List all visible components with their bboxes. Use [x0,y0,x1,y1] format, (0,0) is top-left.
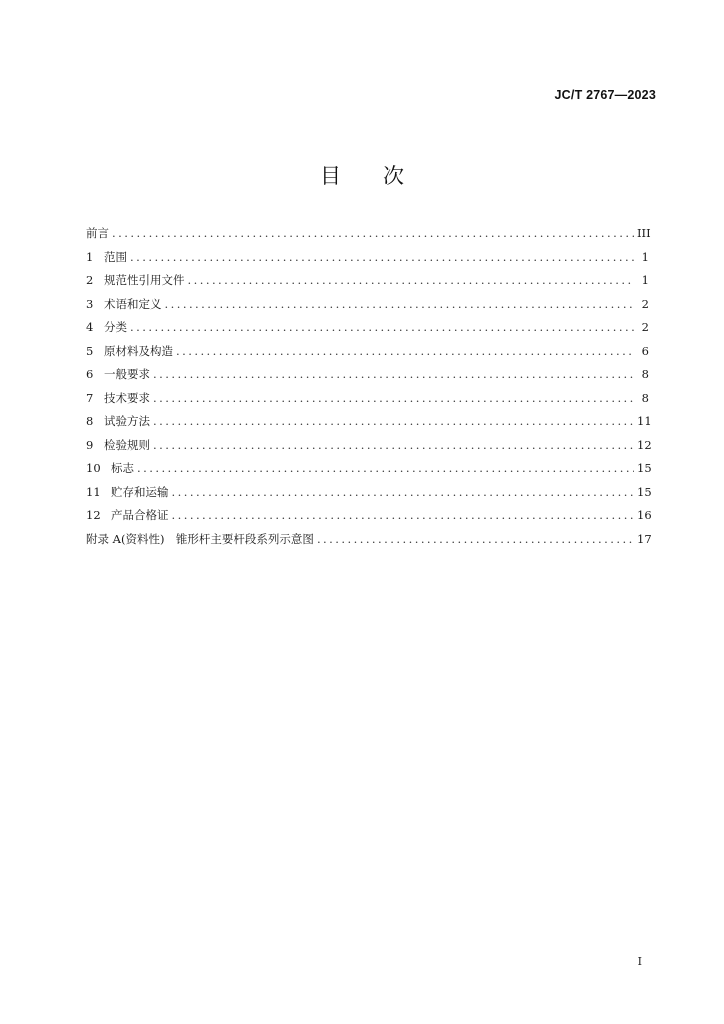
toc-leader-dots [172,481,635,505]
toc-entry-label: 分类 [104,320,127,334]
toc-entry-9[interactable] [86,434,652,458]
toc-list [86,222,652,551]
toc-entry-label: 一般要求 [104,367,150,381]
toc-leader-dots [153,363,634,387]
toc-entry-label: 规范性引用文件 [104,273,185,287]
toc-entry-8[interactable] [86,410,652,434]
toc-leader-dots [176,340,634,364]
toc-entry-number: 10 [86,461,101,475]
toc-title [0,160,724,190]
toc-entry-label: 产品合格证 [111,508,169,522]
toc-entry-label: 附录 A(资料性) 锥形杆主要杆段系列示意图 [86,531,314,546]
toc-entry-number: 3 [86,296,94,311]
toc-entry-label: 贮存和运输 [111,484,169,499]
toc-entry-page: 15 [637,461,652,475]
toc-entry-3[interactable] [86,293,649,317]
standard-code: JC/T 2767—2023 [554,88,656,102]
toc-entry-page: 1 [641,249,649,264]
toc-entry-number: 7 [86,390,94,405]
toc-entry-page: 8 [641,367,649,381]
toc-entry-page: 11 [637,414,652,428]
toc-leader-dots [165,293,635,317]
toc-entry-4[interactable] [86,316,649,340]
toc-entry-page: III [637,226,651,240]
toc-entry-page: 2 [641,296,649,311]
toc-leader-dots [153,410,634,434]
toc-entry-number: 4 [86,320,94,334]
toc-entry-foreword[interactable] [86,222,649,246]
toc-entry-number: 8 [86,414,94,428]
toc-entry-number: 12 [86,508,101,522]
toc-entry-page: 12 [637,437,652,452]
toc-leader-dots [130,246,634,270]
toc-entry-5[interactable] [86,340,649,364]
toc-entry-6[interactable] [86,363,649,387]
toc-entry-label: 术语和定义 [104,296,162,311]
toc-entry-number: 5 [86,343,94,358]
toc-entry-number: 1 [86,249,94,264]
toc-entry-11[interactable] [86,481,652,505]
toc-entry-label: 检验规则 [104,437,150,452]
toc-entry-2[interactable] [86,269,649,293]
page-number: I [637,955,642,968]
toc-entry-label: 试验方法 [104,414,150,428]
toc-entry-number: 9 [86,437,94,452]
toc-entry-label: 标志 [111,461,134,475]
toc-entry-page: 16 [637,508,652,522]
toc-entry-number: 2 [86,273,94,287]
toc-entry-label: 原材料及构造 [104,343,173,358]
toc-entry-page: 15 [637,484,652,499]
toc-leader-dots [137,457,634,481]
toc-entry-annex-a[interactable] [86,528,652,552]
toc-entry-page: 8 [641,390,649,405]
toc-leader-dots [317,528,634,552]
toc-entry-number: 11 [86,484,101,499]
toc-entry-10[interactable] [86,457,652,481]
toc-leader-dots [153,434,634,458]
toc-entry-7[interactable] [86,387,649,411]
toc-entry-12[interactable] [86,504,652,528]
toc-entry-1[interactable] [86,246,649,270]
toc-leader-dots [130,316,634,340]
toc-title-char-2: 次 [383,164,404,188]
toc-title-char-1: 目 [320,164,341,188]
toc-leader-dots [112,222,634,246]
toc-entry-page: 1 [641,273,649,287]
toc-entry-label: 技术要求 [104,390,150,405]
toc-entry-number: 6 [86,367,94,381]
toc-entry-page: 17 [637,531,652,546]
toc-leader-dots [153,387,634,411]
toc-leader-dots [188,269,635,293]
toc-leader-dots [172,504,635,528]
toc-entry-label: 范围 [104,249,127,264]
toc-entry-label: 前言 [86,226,109,240]
toc-entry-page: 6 [641,343,649,358]
toc-entry-page: 2 [641,320,649,334]
